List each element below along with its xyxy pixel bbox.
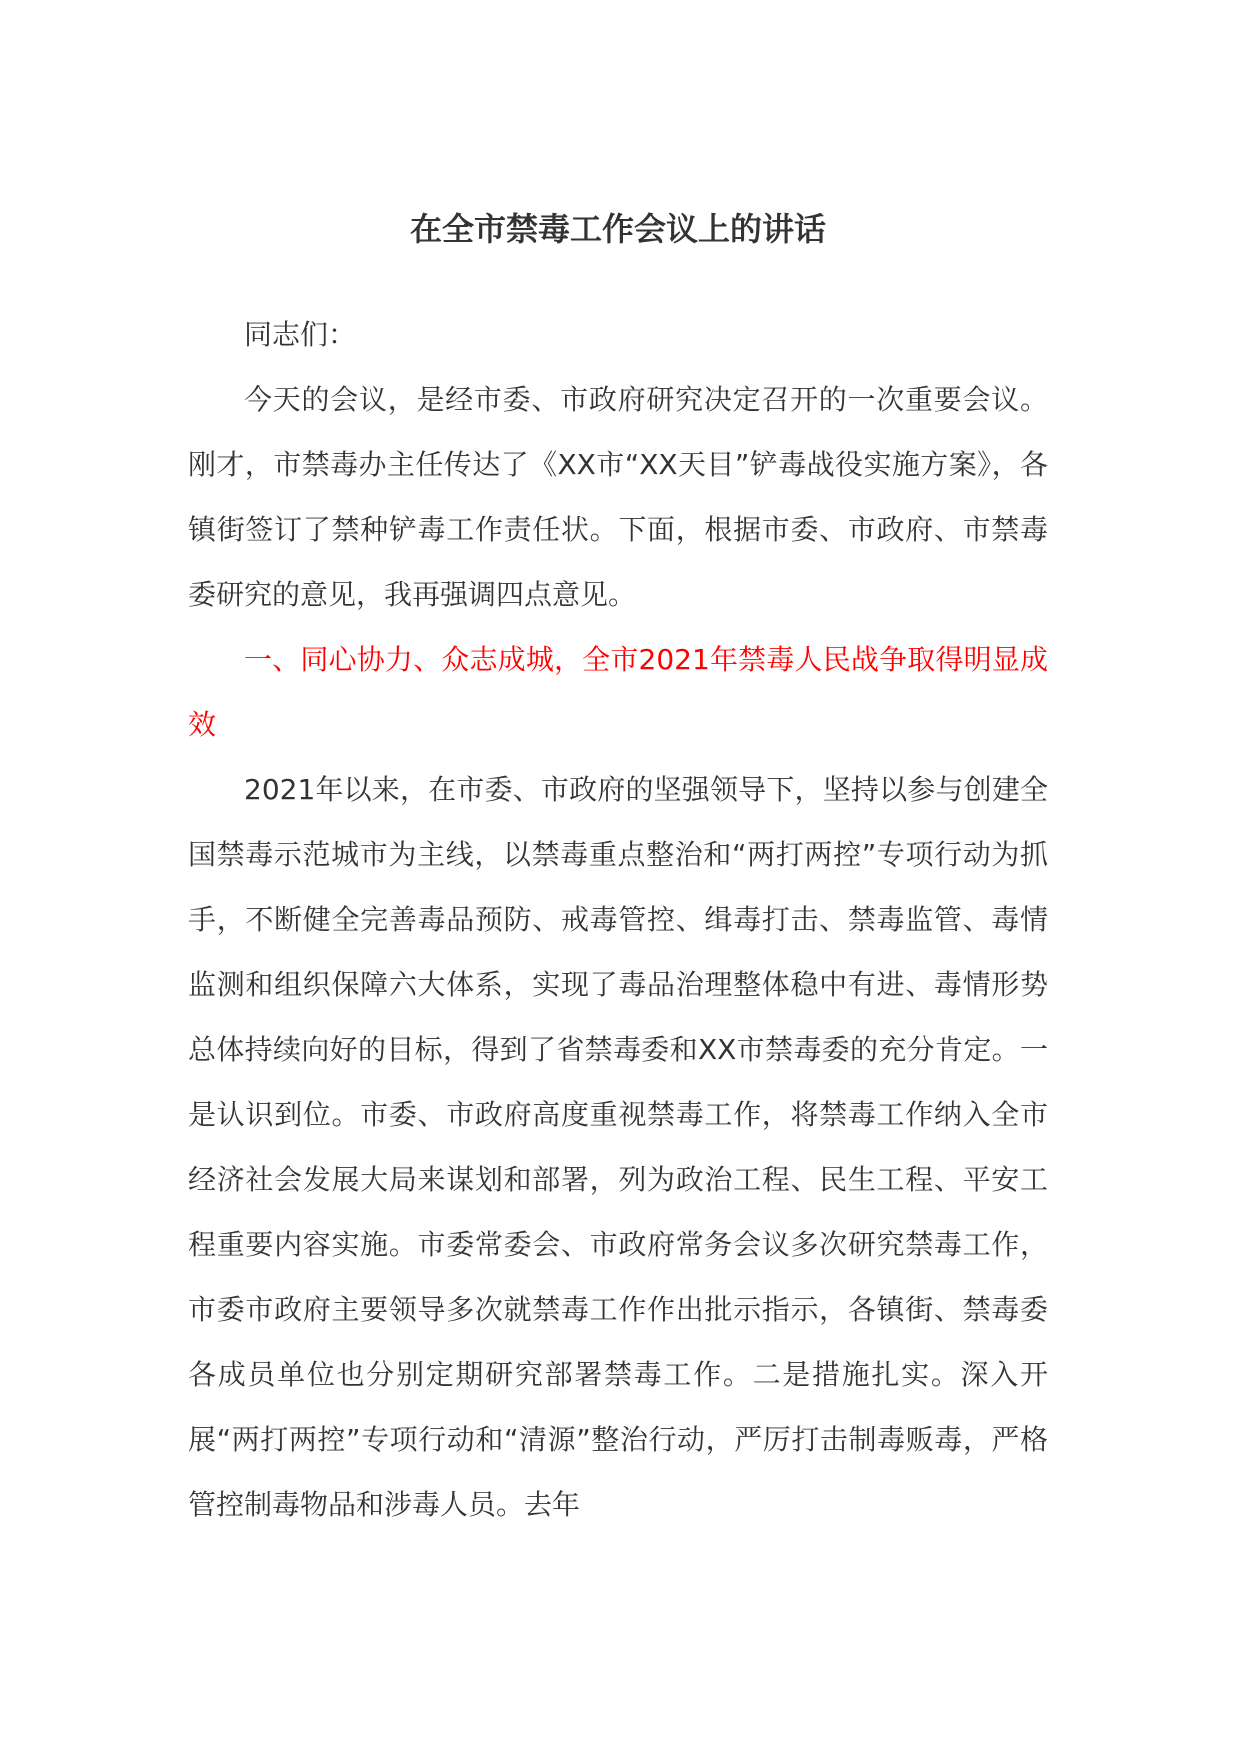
section-heading: 一、同心协力、众志成城，全市2021年禁毒人民战争取得明显成效 [188,643,1048,741]
salutation-paragraph: 同志们： [244,318,357,351]
document-title: 在全市禁毒工作会议上的讲话 [409,210,826,248]
document-body [188,302,1048,1537]
section-body-paragraph: 2021年以来，在市委、市政府的坚强领导下，坚持以参与创建全国禁毒示范城市为主线，以禁毒重点整治和“两打两控”专项行动为抓手，不断健全完善毒品预防、戒毒管控、缉毒打击、禁毒监管、毒情监测和组织保障六大体系，实现了毒品治理整体稳中有进、毒情形势总体持续向好的目标，得到了省禁毒委和XX市禁毒委的充分肯定。一是认识到位。市委、市政府高度重视禁毒工作，将禁毒工作纳入全市经济社会发展大局来谋划和部署，列为政治工程、民生工程、平安工程重要内容实施。市委常委会、市政府常务会议多次研究禁毒工作，市委市政府主要领导多次就禁毒工作作出批示指示，各镇街、禁毒委各成员单位也分别定期研究部署禁毒工作。二是措施扎实。深入开展“两打两控”专项行动和“清源”整治行动，严厉打击制毒贩毒，严格管控制毒物品和涉毒人员。去年 [188,773,1048,1521]
intro-paragraph: 今天的会议，是经市委、市政府研究决定召开的一次重要会议。刚才，市禁毒办主任传达了《XX市“XX天目”铲毒战役实施方案》，各镇街签订了禁种铲毒工作责任状。下面，根据市委、市政府、市禁毒委研究的意见，我再强调四点意见。 [188,383,1048,611]
